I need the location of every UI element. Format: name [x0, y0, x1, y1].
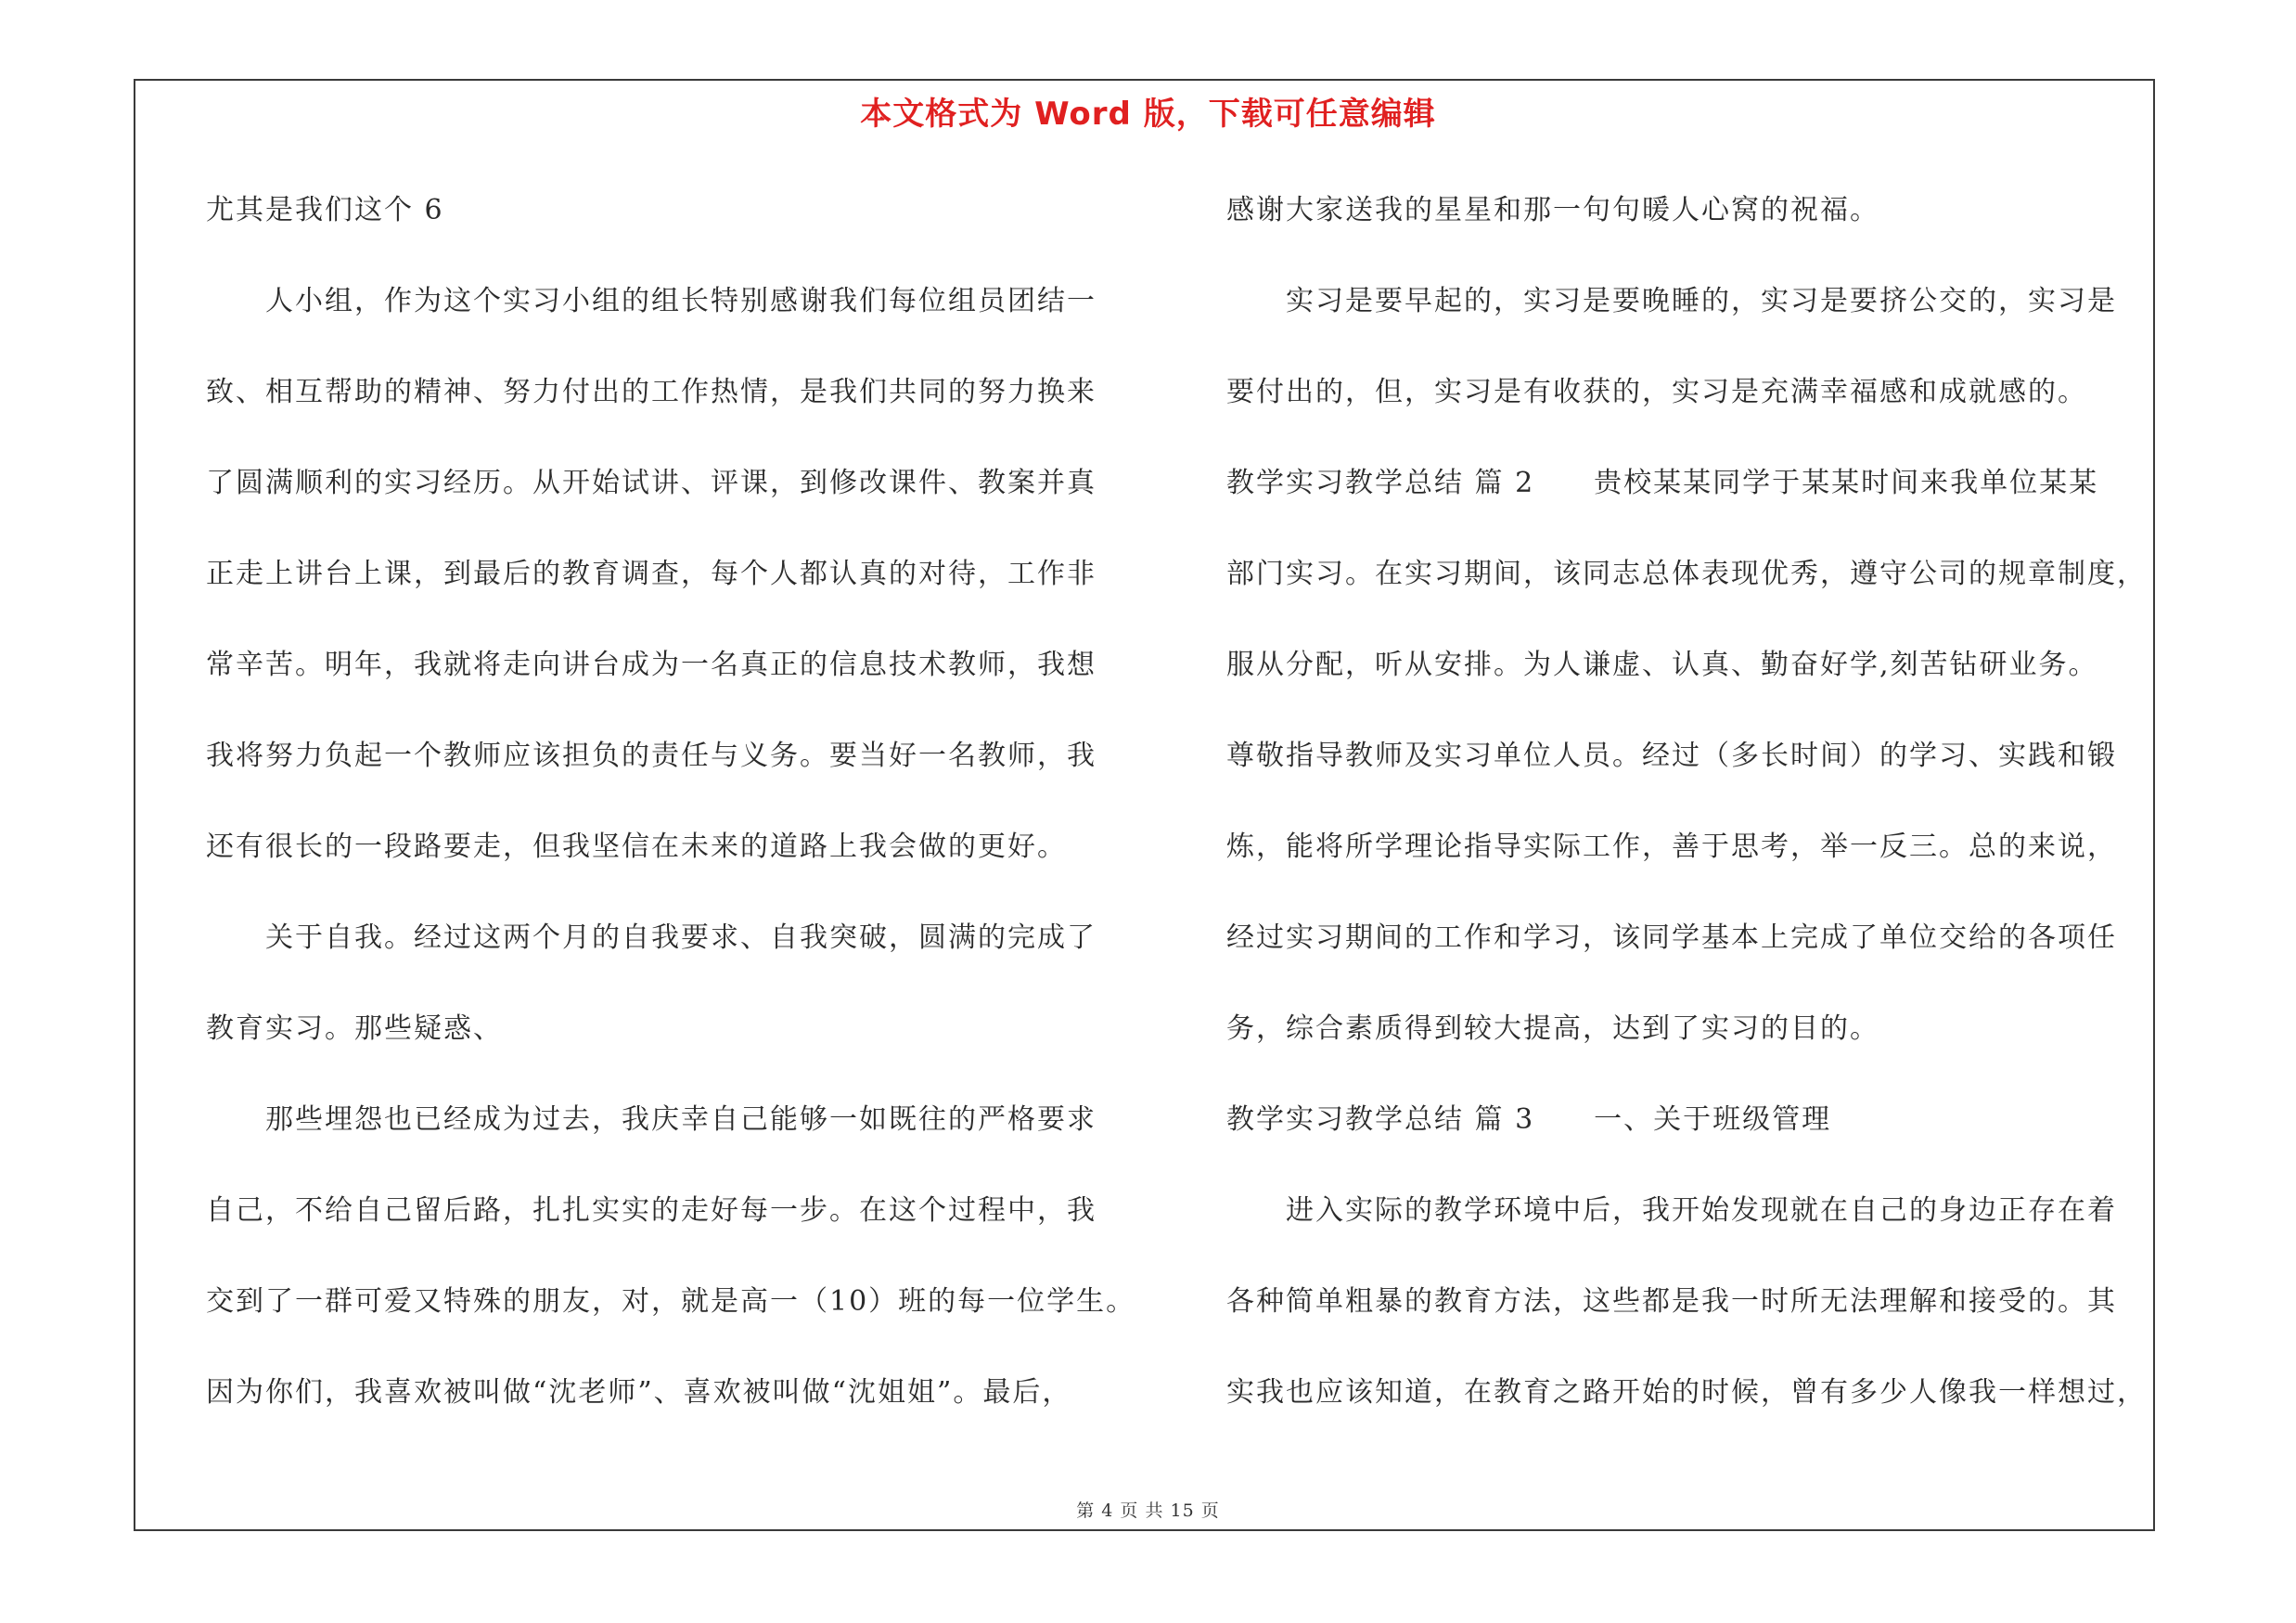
section-heading-line: 教学实习教学总结 篇 2 贵校某某同学于某某时间来我单位某某	[1226, 467, 2099, 499]
text-line: 实习是要早起的，实习是要晚睡的，实习是要挤公交的，实习是	[1286, 285, 2117, 317]
text-line: 人小组，作为这个实习小组的组长特别感谢我们每位组员团结一	[265, 285, 1097, 317]
text-line: 致、相互帮助的精神、努力付出的工作热情，是我们共同的努力换来	[206, 376, 1097, 408]
text-line: 我将努力负起一个教师应该担负的责任与义务。要当好一名教师，我	[206, 740, 1097, 772]
text-line: 要付出的，但，实习是有收获的，实习是充满幸福感和成就感的。	[1226, 376, 2087, 408]
text-line: 感谢大家送我的星星和那一句句暖人心窝的祝福。	[1226, 194, 1879, 226]
text-line: 务，综合素质得到较大提高，达到了实习的目的。	[1226, 1012, 1879, 1045]
page-number: 第 4 页 共 15 页	[1076, 1501, 1220, 1521]
text-line: 部门实习。在实习期间，该同志总体表现优秀，遵守公司的规章制度，	[1226, 558, 2147, 590]
text-line: 尊敬指导教师及实习单位人员。经过（多长时间）的学习、实践和锻	[1226, 740, 2117, 772]
text-line: 经过实习期间的工作和学习，该同学基本上完成了单位交给的各项任	[1226, 921, 2117, 954]
text-line: 炼，能将所学理论指导实际工作，善于思考，举一反三。总的来说，	[1226, 831, 2117, 863]
text-line: 了圆满顺利的实习经历。从开始试讲、评课，到修改课件、教案并真	[206, 467, 1097, 499]
text-line: 关于自我。经过这两个月的自我要求、自我突破，圆满的完成了	[265, 921, 1097, 954]
text-line: 进入实际的教学环境中后，我开始发现就在自己的身边正存在着	[1286, 1194, 2117, 1227]
section-heading-line: 教学实习教学总结 篇 3 一、关于班级管理	[1226, 1103, 1832, 1136]
format-banner: 本文格式为 Word 版，下载可任意编辑	[860, 96, 1436, 133]
text-line: 因为你们，我喜欢被叫做“沈老师”、喜欢被叫做“沈姐姐”。最后，	[206, 1376, 1072, 1409]
text-line: 自己，不给自己留后路，扎扎实实的走好每一步。在这个过程中，我	[206, 1194, 1097, 1227]
text-line: 各种简单粗暴的教育方法，这些都是我一时所无法理解和接受的。其	[1226, 1285, 2117, 1318]
text-line: 正走上讲台上课，到最后的教育调查，每个人都认真的对待，工作非	[206, 558, 1097, 590]
text-line: 教育实习。那些疑惑、	[206, 1012, 503, 1045]
text-line: 尤其是我们这个 6	[206, 194, 444, 226]
text-line: 交到了一群可爱又特殊的朋友，对，就是高一（10）班的每一位学生。	[206, 1285, 1136, 1318]
text-line: 常辛苦。明年，我就将走向讲台成为一名真正的信息技术教师，我想	[206, 649, 1097, 681]
text-line: 实我也应该知道，在教育之路开始的时候，曾有多少人像我一样想过，	[1226, 1376, 2147, 1409]
text-line: 还有很长的一段路要走，但我坚信在未来的道路上我会做的更好。	[206, 831, 1067, 863]
text-line: 服从分配，听从安排。为人谦虚、认真、勤奋好学,刻苦钻研业务。	[1226, 649, 2098, 681]
left-text-column	[206, 186, 1143, 1459]
right-text-column	[1226, 186, 2163, 1459]
text-line: 那些埋怨也已经成为过去，我庆幸自己能够一如既往的严格要求	[265, 1103, 1097, 1136]
